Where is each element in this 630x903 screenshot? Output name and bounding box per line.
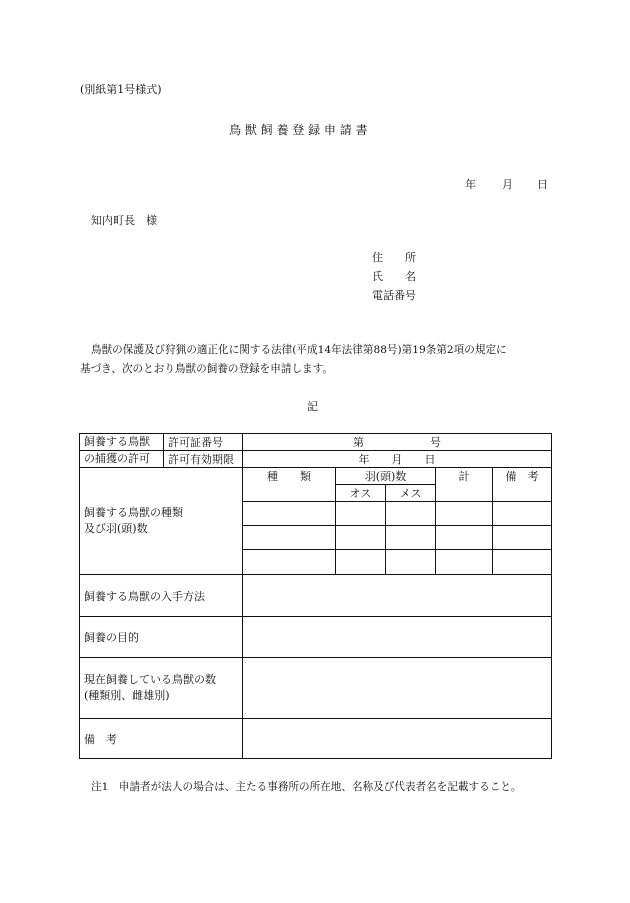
date-day: 日	[537, 178, 548, 191]
purpose-field[interactable]	[243, 617, 552, 658]
species-cell[interactable]	[243, 526, 336, 550]
col-species: 種 類	[243, 468, 336, 502]
remarks-cell[interactable]	[493, 526, 552, 550]
remarks-label: 備 考	[80, 719, 243, 759]
col-remarks: 備 考	[493, 468, 552, 502]
remarks-field[interactable]	[243, 719, 552, 759]
species-count-label-2: 及び羽(頭)数	[84, 522, 148, 535]
applicant-name-label: 氏 名	[372, 270, 416, 283]
total-cell[interactable]	[436, 550, 493, 575]
female-cell[interactable]	[386, 502, 436, 526]
current-count-label	[80, 658, 243, 719]
species-cell[interactable]	[243, 502, 336, 526]
permit-number-label: 許可証番号	[164, 434, 243, 451]
total-cell[interactable]	[436, 526, 493, 550]
current-count-label-1: 現在飼養している鳥獣の数	[84, 673, 216, 686]
date-year: 年	[465, 178, 476, 191]
col-female: メス	[386, 485, 436, 502]
male-cell[interactable]	[336, 526, 386, 550]
capture-permit-label-2: の捕獲の許可	[80, 451, 164, 468]
col-count: 羽(頭)数	[336, 468, 436, 485]
form-number-label: (別紙第1号様式)	[80, 83, 162, 96]
species-count-label-1: 飼養する鳥獣の種類	[84, 506, 183, 519]
female-cell[interactable]	[386, 526, 436, 550]
purpose-label: 飼養の目的	[80, 617, 243, 658]
document-title: 鳥 獣 飼 養 登 録 申 請 書	[229, 123, 368, 137]
body-text-line1: 鳥獣の保護及び狩猟の適正化に関する法律(平成14年法律第88号)第19条第2項の規定に	[91, 344, 507, 356]
permit-validity-value[interactable]: 年 月 日	[243, 451, 552, 468]
col-male: オス	[336, 485, 386, 502]
current-count-field[interactable]	[243, 658, 552, 719]
body-text-line2: 基づき、次のとおり鳥獣の飼養の登録を申請します。	[80, 363, 333, 375]
applicant-address-label: 住 所	[372, 251, 416, 264]
footnote: 注1 申請者が法人の場合は、主たる事務所の所在地、名称及び代表者名を記載すること。	[91, 781, 522, 793]
female-cell[interactable]	[386, 550, 436, 575]
acquisition-method-field[interactable]	[243, 575, 552, 617]
application-table	[79, 433, 552, 759]
total-cell[interactable]	[436, 502, 493, 526]
male-cell[interactable]	[336, 502, 386, 526]
permit-validity-label: 許可有効期限	[164, 451, 243, 468]
remarks-cell[interactable]	[493, 550, 552, 575]
applicant-phone-label: 電話番号	[372, 289, 416, 302]
permit-number-value[interactable]: 第 号	[243, 434, 552, 451]
capture-permit-label-1: 飼養する鳥獣	[80, 434, 164, 451]
species-count-label	[80, 468, 243, 575]
ki-heading: 記	[307, 400, 318, 413]
col-total: 計	[436, 468, 493, 502]
remarks-cell[interactable]	[493, 502, 552, 526]
acquisition-method-label: 飼養する鳥獣の入手方法	[80, 575, 243, 617]
current-count-label-2: (種類別、雌雄別)	[84, 689, 170, 702]
addressee: 知内町長 様	[91, 214, 157, 227]
male-cell[interactable]	[336, 550, 386, 575]
date-month: 月	[502, 178, 513, 191]
species-cell[interactable]	[243, 550, 336, 575]
